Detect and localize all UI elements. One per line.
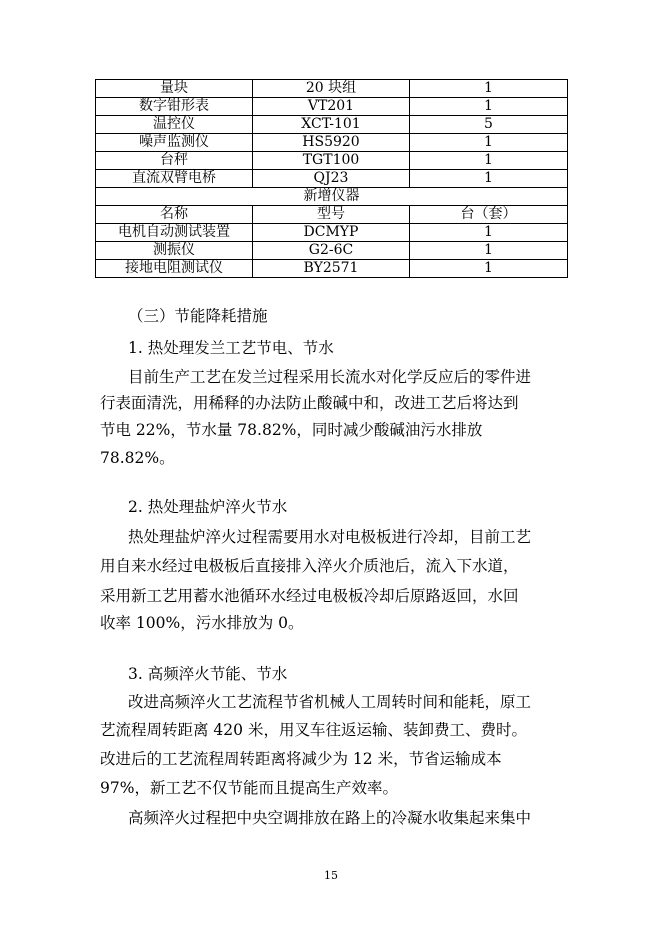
item-2-line-4: 收率 100%，污水排放为 0。 — [100, 614, 304, 632]
table-row — [96, 152, 568, 170]
item-2-line-3: 采用新工艺用蓄水池循环水经过电极板冷却后原路返回，水回 — [100, 587, 519, 605]
table-cell-name: 温控仪 — [96, 116, 253, 134]
table-cell-model: VT201 — [253, 98, 410, 116]
table-cell-model: 20 块组 — [253, 80, 410, 98]
item-1-line-3: 节电 22%，节水量 78.82%，同时减少酸碱油污水排放 — [100, 421, 483, 439]
table-cell-qty: 1 — [410, 80, 568, 98]
table-cell-qty: 1 — [410, 224, 568, 242]
table-cell-model: HS5920 — [253, 134, 410, 152]
table-header-name: 名称 — [96, 206, 253, 224]
table-cell-qty: 1 — [410, 98, 568, 116]
table-section-title: 新增仪器 — [96, 188, 568, 206]
table-cell-model: G2-6C — [253, 242, 410, 260]
table-cell-qty: 1 — [410, 134, 568, 152]
table-row — [96, 116, 568, 134]
table-cell-qty: 5 — [410, 116, 568, 134]
item-1-line-2: 行表面清洗，用稀释的办法防止酸碱中和，改进工艺后将达到 — [100, 394, 519, 412]
table-row — [96, 134, 568, 152]
section-title: （三）节能降耗措施 — [128, 307, 268, 325]
table-header-model: 型号 — [253, 206, 410, 224]
table-header-qty: 台（套） — [410, 206, 568, 224]
table-row — [96, 224, 568, 242]
table-row — [96, 98, 568, 116]
table-cell-qty: 1 — [410, 170, 568, 188]
table-cell-qty: 1 — [410, 152, 568, 170]
page-number: 15 — [324, 869, 338, 882]
item-2-line-1: 热处理盐炉淬火过程需要用水对电极板进行冷却，目前工艺 — [128, 528, 532, 546]
table-cell-name: 数字钳形表 — [96, 98, 253, 116]
table-row — [96, 170, 568, 188]
item-2-line-2: 用自来水经过电极板后直接排入淬火介质池后，流入下水道， — [100, 557, 519, 575]
table-cell-model: DCMYP — [253, 224, 410, 242]
item-1-heading: 1. 热处理发兰工艺节电、节水 — [128, 339, 334, 357]
table-cell-model: TGT100 — [253, 152, 410, 170]
item-2-heading: 2. 热处理盐炉淬火节水 — [128, 498, 288, 516]
table-cell-qty: 1 — [410, 260, 568, 278]
item-3-line-4: 97%，新工艺不仅节能而且提高生产效率。 — [100, 779, 398, 797]
table-cell-name: 噪声监测仪 — [96, 134, 253, 152]
table-section-row — [96, 188, 568, 206]
item-3-heading: 3. 高频淬火节能、节水 — [128, 665, 288, 683]
table-cell-name: 量块 — [96, 80, 253, 98]
item-1-line-1: 目前生产工艺在发兰过程采用长流水对化学反应后的零件进 — [128, 368, 532, 386]
item-3-line-3: 改进后的工艺流程周转距离将减少为 12 米，节省运输成本 — [100, 750, 502, 768]
table-cell-qty: 1 — [410, 242, 568, 260]
table-cell-name: 测振仪 — [96, 242, 253, 260]
table-cell-name: 台秤 — [96, 152, 253, 170]
table-cell-model: BY2571 — [253, 260, 410, 278]
item-3-line-1: 改进高频淬火工艺流程节省机械人工周转时间和能耗，原工 — [128, 693, 532, 711]
table-header-row — [96, 206, 568, 224]
table-cell-name: 电机自动测试装置 — [96, 224, 253, 242]
table-row — [96, 260, 568, 278]
table-cell-name: 接地电阻测试仪 — [96, 260, 253, 278]
item-1-line-4: 78.82%。 — [100, 449, 175, 467]
table-cell-model: QJ23 — [253, 170, 410, 188]
item-3-line-5: 高频淬火过程把中央空调排放在路上的冷凝水收集起来集中 — [128, 809, 532, 827]
item-3-line-2: 艺流程周转距离 420 米，用叉车往返运输、装卸费工、费时。 — [100, 721, 527, 739]
table-row — [96, 242, 568, 260]
table-cell-name: 直流双臂电桥 — [96, 170, 253, 188]
equipment-table — [95, 79, 568, 278]
table-row — [96, 80, 568, 98]
table-cell-model: XCT-101 — [253, 116, 410, 134]
